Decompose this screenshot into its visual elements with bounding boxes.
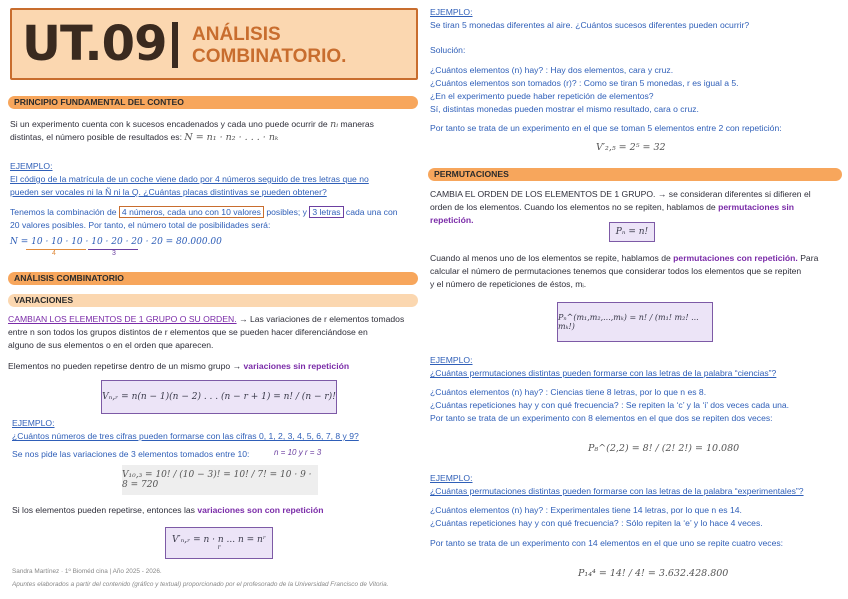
- ciencias-example-question: ¿Cuántas permutaciones distintas pueden formarse con las letras de la palabra “ciencias”?: [430, 368, 777, 378]
- principio-formula: N = n₁ · n₂ · . . . · nₖ: [184, 132, 279, 143]
- section-variaciones: VARIACIONES: [8, 294, 418, 307]
- principio-text-1-end: maneras: [340, 119, 374, 129]
- section-principio: PRINCIPIO FUNDAMENTAL DEL CONTEO: [8, 96, 418, 109]
- principio-example-label: EJEMPLO:: [10, 161, 53, 171]
- title-divider: [172, 22, 178, 68]
- perm-line-2-highlight: permutaciones sin: [718, 202, 795, 212]
- variaciones-def-2: entre n son todos los grupos distintos de r elementos que se pueden hacer diferenciándose en: [8, 327, 368, 337]
- principio-example-q1: El código de la matrícula de un coche viene dado por 4 números seguido de tres letras que no: [10, 174, 369, 184]
- variaciones-definition: [8, 313, 420, 352]
- footer-credits: Apuntes elaborados a partir del contenido (gráfico y textual) proporcionado por el profesorado de la Universidad Francisco de Vitoria.: [12, 581, 389, 588]
- result-underline-orange: [26, 249, 86, 250]
- formula-permutaciones-rep: Pₙ^(m₁,m₂,...,mₖ) = n! / (m₁! m₂! ... mₖ!): [557, 302, 713, 342]
- ciencias-line-1: ¿Cuántos elementos (n) hay? : Ciencias tiene 8 letras, por lo que n es 8.: [430, 387, 707, 397]
- unit-code: UT.09: [22, 16, 167, 72]
- experimentales-line-2: ¿Cuántas repeticiones hay y con qué frecuencia? : Sólo repiten la ‘e’ y lo hace 4 veces.: [430, 518, 763, 528]
- principio-text-2: distintas, el número posible de resultados es:: [10, 132, 182, 142]
- title-line-1: ANÁLISIS: [192, 24, 281, 45]
- principio-answer: [10, 206, 422, 232]
- norep-arrow: →: [232, 361, 242, 371]
- formula-variaciones-rep-main: V′ₙ,ᵣ = n · n ... n = nʳ: [172, 535, 266, 545]
- variaciones-def-3: alguno de sus elementos o en el orden que aparecen.: [8, 340, 214, 350]
- coins-line-3: ¿En el experimento puede haber repetición de elementos?: [430, 91, 654, 101]
- perm-line-1-pre: CAMBIA EL ORDEN DE LOS ELEMENTOS DE 1 GRUPO.: [430, 189, 656, 199]
- rep-highlight: variaciones son con repetición: [197, 505, 324, 515]
- perm-line-1-arrow: →: [657, 189, 667, 199]
- coins-example-label: EJEMPLO:: [430, 7, 473, 17]
- principio-text: [10, 118, 420, 144]
- coins-solution-label: Solución:: [430, 45, 466, 55]
- perm-rep-line-2: calcular el número de permutaciones tenemos que considerar todos los elementos que se repiten: [430, 266, 802, 276]
- perm-rep-line-3: y el número de repeticiones de éstos, mᵢ.: [430, 279, 587, 289]
- perm-line-2: orden de los elementos. Cuando los elementos no se repiten, hablamos de: [430, 202, 716, 212]
- experimentales-example-label: EJEMPLO:: [430, 473, 473, 483]
- coins-formula: V′₂,₅ = 2⁵ = 32: [596, 142, 666, 153]
- formula-variaciones: Vₙ,ᵣ = n(n − 1)(n − 2) . . . (n − r + 1) = n! / (n − r)!: [101, 380, 337, 414]
- variaciones-rep: [12, 504, 424, 517]
- title-banner: [10, 8, 418, 80]
- variaciones-def-1: Las variaciones de r elementos tomados: [249, 314, 405, 324]
- coins-example-question: Se tiran 5 monedas diferentes al aire. ¿Cuántos sucesos diferentes pueden ocurrir?: [430, 20, 750, 30]
- coins-line-2: ¿Cuántos elementos son tomados (r)? : Como se tiran 5 monedas, r es igual a 5.: [430, 78, 739, 88]
- coins-conclusion: Por tanto se trata de un experimento en el que se toman 5 elementos entre 2 con repetición:: [430, 123, 782, 133]
- formula-permutaciones: Pₙ = n!: [609, 222, 655, 242]
- variaciones-example-q: ¿Cuántos números de tres cifras pueden formarse con las cifras 0, 1, 2, 3, 4, 5, 6, 7, 8 y 9?: [12, 431, 359, 441]
- variaciones-example-a: Se nos pide las variaciones de 3 elementos tomados entre 10:: [12, 449, 250, 459]
- perm-line-3-highlight: repetición.: [430, 215, 474, 225]
- variaciones-def-arrow: →: [238, 314, 248, 324]
- principio-var: nᵢ: [330, 119, 339, 130]
- principio-text-1: Si un experimento cuenta con k sucesos encadenados y cada uno puede ocurrir de: [10, 119, 328, 129]
- variaciones-def-title: CAMBIAN LOS ELEMENTOS DE 1 GRUPO O SU ORDEN.: [8, 314, 237, 324]
- variaciones-example-label: EJEMPLO:: [12, 418, 55, 428]
- formula-variaciones-rep: [165, 527, 273, 559]
- formula-variaciones-rep-sub: r: [217, 544, 221, 551]
- experimentales-conclusion: Por tanto se trata de un experimento con 14 elementos en el que uno se repite cuatro veces:: [430, 538, 784, 548]
- result-mark-4: 4: [52, 250, 56, 257]
- result-mark-3: 3: [112, 250, 116, 257]
- ciencias-formula: P₈^(2,2) = 8! / (2! 2!) = 10.080: [588, 443, 740, 454]
- ciencias-line-2: ¿Cuántas repeticiones hay y con qué frecuencia? : Se repiten la ‘c’ y la ‘i’ dos veces cada una.: [430, 400, 790, 410]
- formula-v10-3: V₁₀,₃ = 10! / (10 − 3)! = 10! / 7! = 10 · 9 · 8 = 720: [122, 465, 318, 495]
- ciencias-example-label: EJEMPLO:: [430, 355, 473, 365]
- experimentales-line-1: ¿Cuántos elementos (n) hay? : Experimentales tiene 14 letras, por lo que n es 14.: [430, 505, 742, 515]
- ciencias-conclusion: Por tanto se trata de un experimento con 8 elementos en el que dos se repiten dos veces:: [430, 413, 773, 423]
- answer-box-numbers: 4 números, cada uno con 10 valores: [119, 206, 264, 218]
- title-line-2: COMBINATORIO.: [192, 46, 347, 67]
- variaciones-norep: [8, 360, 420, 373]
- principio-result: N = 10 · 10 · 10 · 10 · 20 · 20 · 20 = 80.000.00: [10, 237, 222, 247]
- perm-rep-highlight: permutaciones con repetición.: [673, 253, 798, 263]
- section-analisis: ANÁLISIS COMBINATORIO: [8, 272, 418, 285]
- rep-pre: Si los elementos pueden repetirse, entonces las: [12, 505, 195, 515]
- answer-mid: posibles; y: [266, 207, 307, 217]
- coins-line-4: Sí, distintas monedas pueden mostrar el mismo resultado, cara o cruz.: [430, 104, 699, 114]
- permutaciones-rep: [430, 252, 844, 291]
- perm-line-1-end: se consideran diferentes si difieren el: [668, 189, 811, 199]
- footer-author: Sandra Martínez · 1º Bioméd cina | Año 2025 - 2026.: [12, 568, 162, 575]
- norep-pre: Elementos no pueden repetirse dentro de un mismo grupo: [8, 361, 231, 371]
- answer-box-letters: 3 letras: [309, 206, 343, 218]
- coins-line-1: ¿Cuántos elementos (n) hay? : Hay dos elementos, cara y cruz.: [430, 65, 674, 75]
- perm-rep-pre: Cuando al menos uno de los elementos se repite, hablamos de: [430, 253, 671, 263]
- experimentales-example-question: ¿Cuántas permutaciones distintas pueden formarse con las letras de la palabra “experimentales”?: [430, 486, 804, 496]
- norep-highlight: variaciones sin repetición: [243, 361, 350, 371]
- section-permutaciones: PERMUTACIONES: [428, 168, 842, 181]
- experimentales-formula: P₁₄⁴ = 14! / 4! = 3.632.428.800: [578, 568, 729, 579]
- answer-pre: Tenemos la combinación de: [10, 207, 117, 217]
- principio-example-q2: pueden ser vocales ni la Ñ ni la Q. ¿Cuántas placas distintivas se pueden obtener?: [10, 187, 327, 197]
- variaciones-example-note: n = 10 y r = 3: [274, 448, 322, 457]
- perm-rep-end: Para: [800, 253, 819, 263]
- answer-line-2: 20 valores posibles. Por tanto, el número total de posibilidades será:: [10, 220, 271, 230]
- answer-end: cada una con: [345, 207, 398, 217]
